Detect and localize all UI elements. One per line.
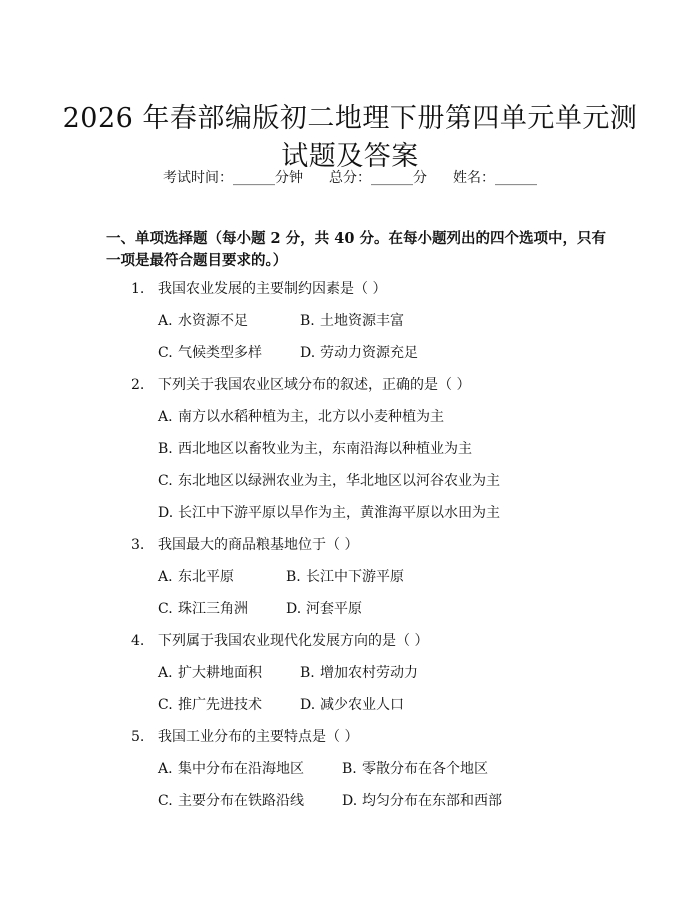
option-letter: C. (158, 473, 173, 489)
option-text: 东北地区以绿洲农业为主，华北地区以河谷农业为主 (178, 473, 500, 489)
question-list (0, 278, 700, 822)
answer-option (158, 310, 248, 332)
question-text: 下列关于我国农业区域分布的叙述，正确的是（ ） (158, 377, 471, 393)
option-text: 增加农村劳动力 (320, 665, 418, 681)
option-letter: A. (158, 761, 173, 777)
option-letter: D. (342, 793, 358, 809)
question-stem (0, 726, 700, 758)
option-letter: C. (158, 793, 173, 809)
answer-option (158, 598, 248, 620)
question-number: 2. (131, 377, 145, 393)
answer-option (158, 438, 472, 460)
option-text: 主要分布在铁路沿线 (178, 793, 304, 809)
option-text: 集中分布在沿海地区 (178, 761, 304, 777)
option-text: 水资源不足 (178, 313, 248, 329)
answer-option (158, 502, 500, 524)
student-name-blank: ______ (495, 170, 537, 186)
option-letter: D. (286, 601, 302, 617)
option-row (0, 790, 700, 822)
option-text: 土地资源丰富 (320, 313, 404, 329)
question-number: 1. (131, 281, 145, 297)
total-score-label: 总分： (329, 170, 371, 186)
option-letter: B. (158, 441, 173, 457)
option-letter: B. (300, 665, 315, 681)
option-text: 均匀分布在东部和西部 (362, 793, 502, 809)
section-heading: 一、单项选择题（每小题 2 分，共 40 分。在每小题列出的四个选项中，只有一项是最符合题目要求的。） (106, 230, 606, 269)
question-text: 我国工业分布的主要特点是（ ） (158, 729, 359, 745)
question-text: 下列属于我国农业现代化发展方向的是（ ） (158, 633, 429, 649)
page-title: 2026 年春部编版初二地理下册第四单元单元测试题及答案 (62, 103, 638, 173)
option-letter: A. (158, 569, 173, 585)
option-text: 长江中下游平原 (306, 569, 404, 585)
option-row (0, 502, 700, 534)
option-letter: C. (158, 345, 173, 361)
option-letter: C. (158, 601, 173, 617)
answer-option (158, 342, 262, 364)
answer-option (158, 662, 262, 684)
option-row (0, 470, 700, 502)
question-text: 我国最大的商品粮基地位于（ ） (158, 537, 359, 553)
option-text: 南方以水稻种植为主，北方以小麦种植为主 (178, 409, 444, 425)
option-letter: A. (158, 313, 173, 329)
total-score-unit: 分 (413, 170, 427, 186)
answer-option (158, 566, 234, 588)
option-letter: D. (300, 345, 316, 361)
question-stem (0, 374, 700, 406)
option-text: 西北地区以畜牧业为主，东南沿海以种植业为主 (178, 441, 472, 457)
answer-option (300, 694, 404, 716)
answer-option (300, 310, 404, 332)
question-stem (0, 630, 700, 662)
option-text: 扩大耕地面积 (178, 665, 262, 681)
answer-option (342, 790, 502, 812)
answer-option (300, 342, 418, 364)
option-text: 河套平原 (306, 601, 362, 617)
option-row (0, 694, 700, 726)
question-stem (0, 278, 700, 310)
answer-option (158, 470, 500, 492)
option-row (0, 406, 700, 438)
exam-time-label: 考试时间： (163, 170, 233, 186)
option-row (0, 310, 700, 342)
question-number: 3. (131, 537, 145, 553)
option-letter: C. (158, 697, 173, 713)
option-text: 东北平原 (178, 569, 234, 585)
option-row (0, 438, 700, 470)
total-score-blank: ______ (371, 170, 413, 186)
option-letter: A. (158, 665, 173, 681)
option-row (0, 598, 700, 630)
question-number: 4. (131, 633, 145, 649)
question-number: 5. (131, 729, 145, 745)
option-text: 推广先进技术 (178, 697, 262, 713)
answer-option (342, 758, 488, 780)
option-row (0, 662, 700, 694)
exam-time-unit: 分钟 (275, 170, 303, 186)
option-text: 长江中下游平原以旱作为主，黄淮海平原以水田为主 (178, 505, 500, 521)
option-text: 减少农业人口 (320, 697, 404, 713)
answer-option (300, 662, 418, 684)
option-letter: D. (300, 697, 316, 713)
answer-option (286, 598, 362, 620)
option-letter: B. (286, 569, 301, 585)
option-text: 珠江三角洲 (178, 601, 248, 617)
option-letter: B. (342, 761, 357, 777)
option-text: 气候类型多样 (178, 345, 262, 361)
option-row (0, 566, 700, 598)
question-stem (0, 534, 700, 566)
student-name-label: 姓名： (453, 170, 495, 186)
answer-option (158, 790, 304, 812)
answer-option (158, 758, 304, 780)
option-row (0, 342, 700, 374)
option-letter: B. (300, 313, 315, 329)
option-letter: A. (158, 409, 173, 425)
answer-option (286, 566, 404, 588)
answer-option (158, 406, 444, 428)
option-row (0, 758, 700, 790)
option-text: 劳动力资源充足 (320, 345, 418, 361)
exam-time-blank: ______ (233, 170, 275, 186)
option-text: 零散分布在各个地区 (362, 761, 488, 777)
exam-info-line (0, 168, 700, 188)
option-letter: D. (158, 505, 174, 521)
answer-option (158, 694, 262, 716)
question-text: 我国农业发展的主要制约因素是（ ） (158, 281, 387, 297)
